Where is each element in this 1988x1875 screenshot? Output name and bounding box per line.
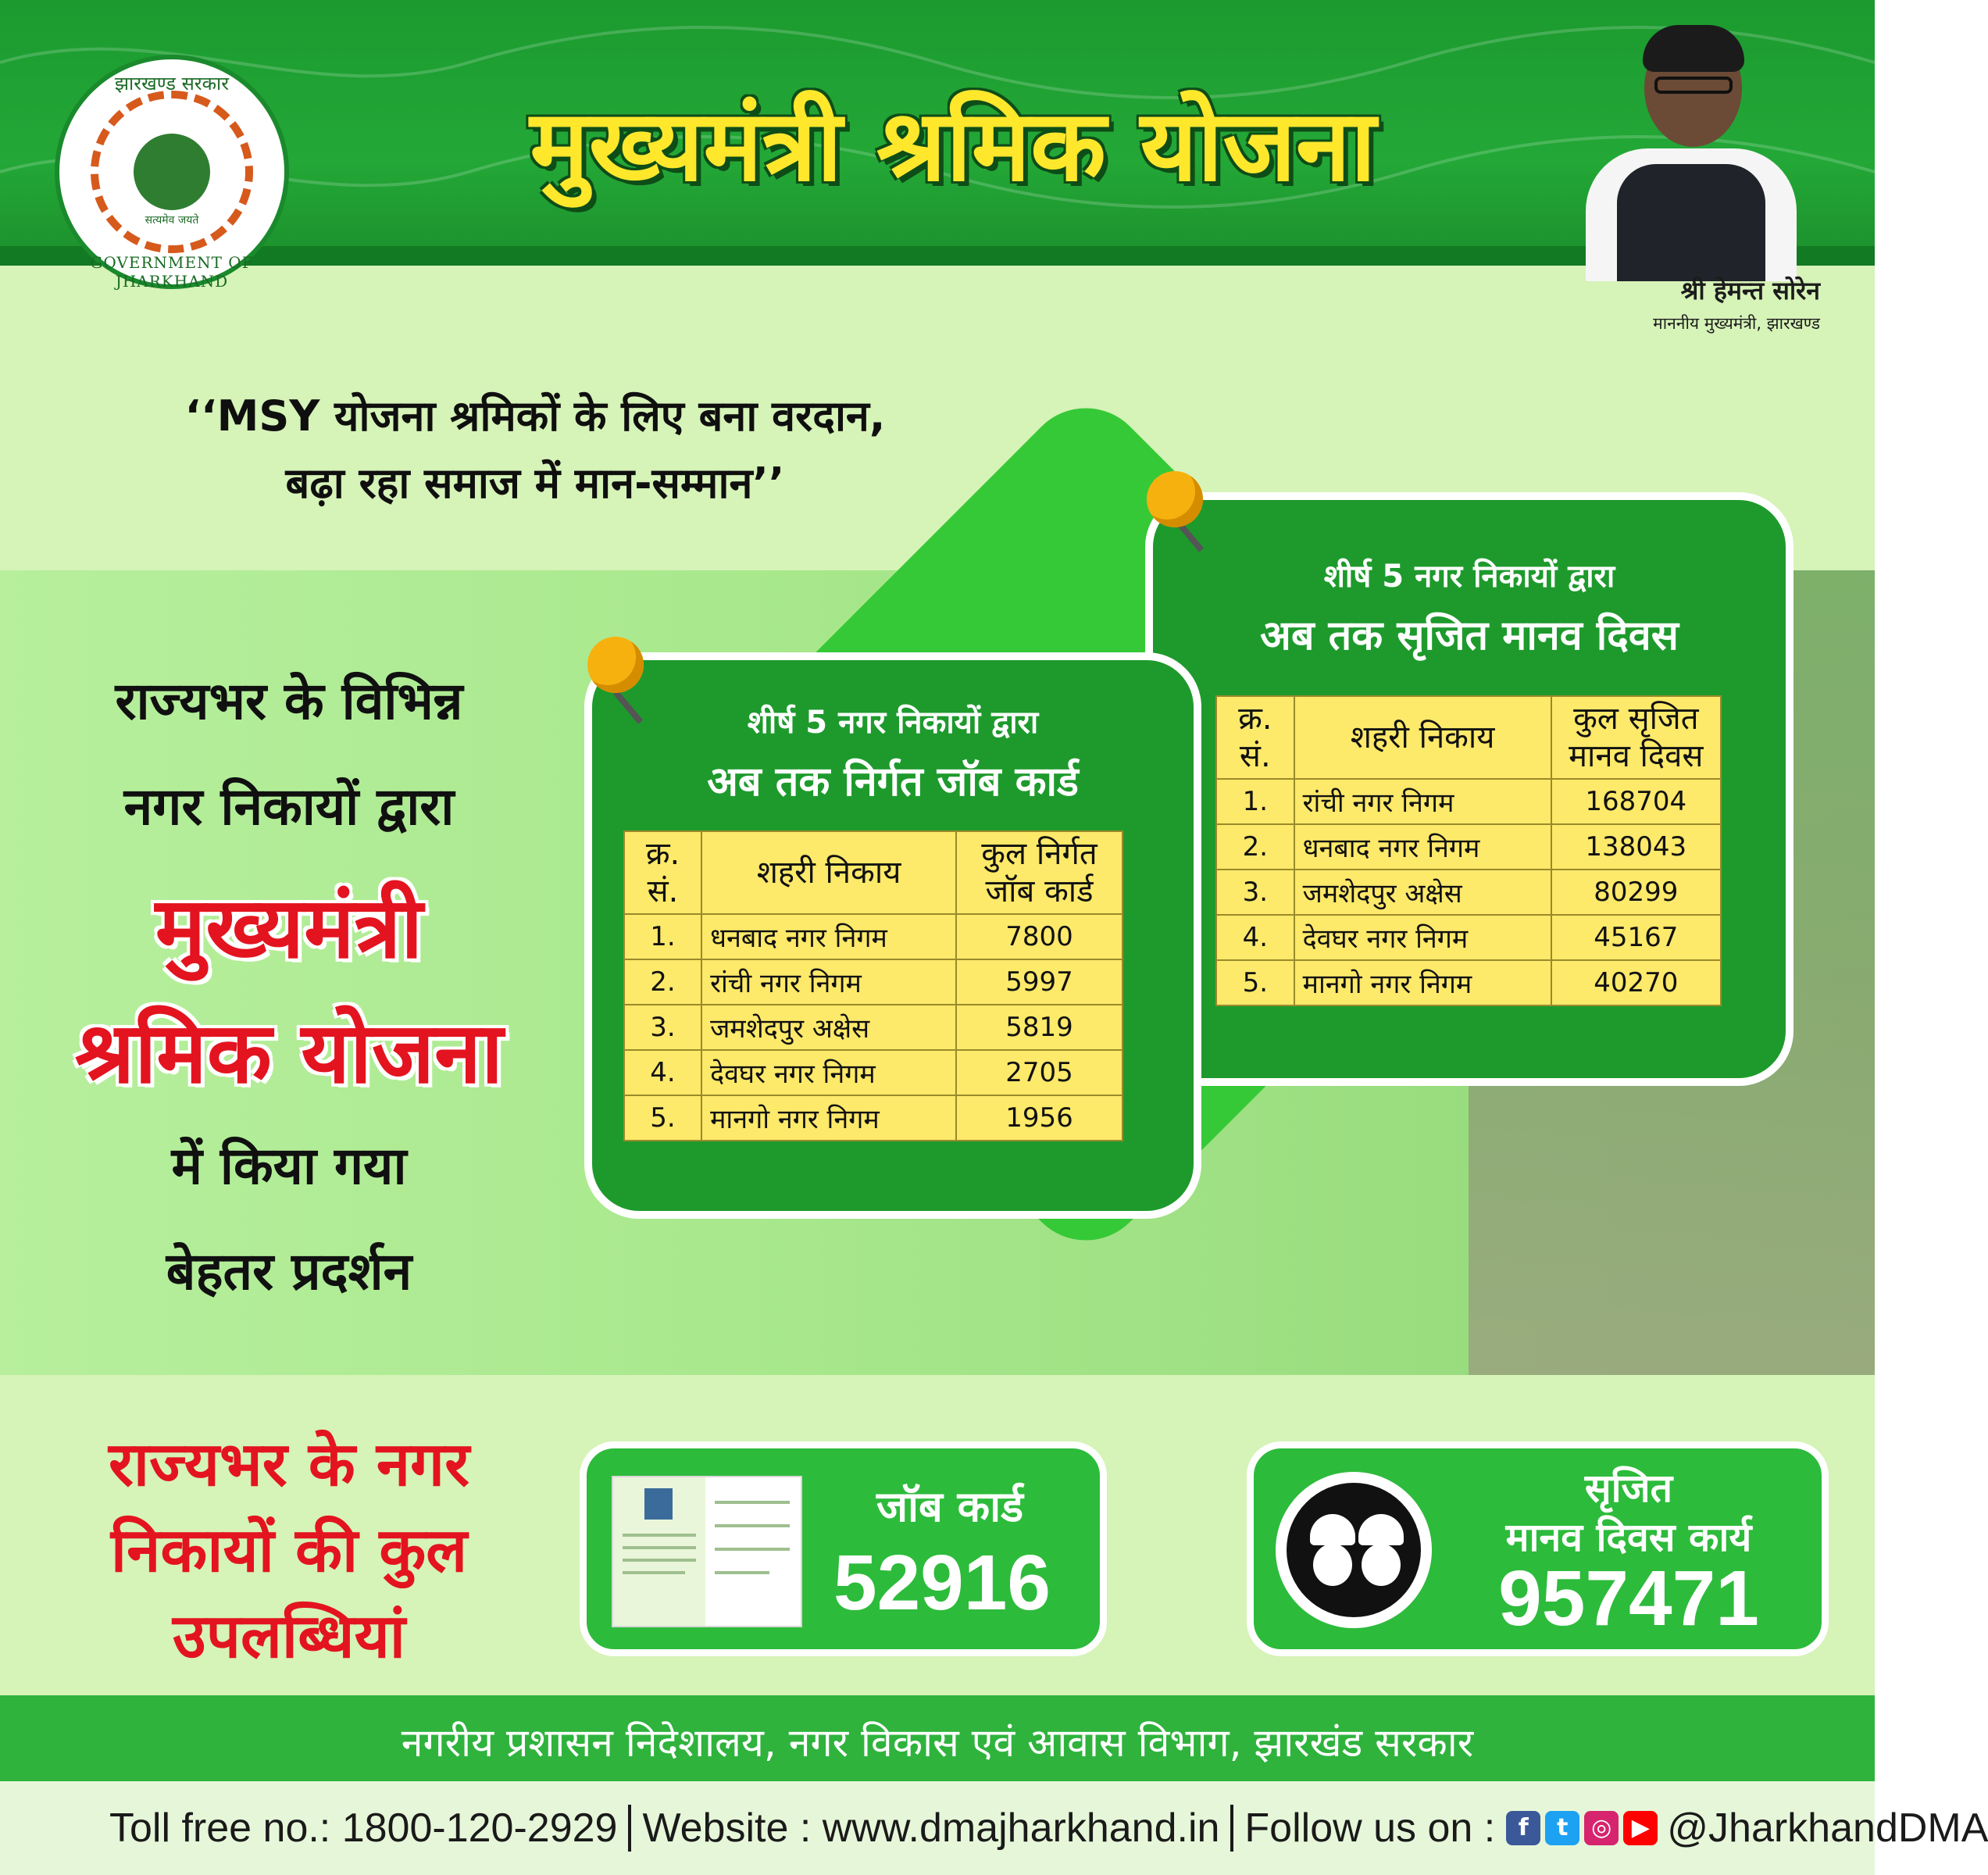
table-cell-sno: 2.	[624, 959, 701, 1005]
photo-hair	[1643, 25, 1744, 72]
table-cell-body: जमशेदपुर अक्षेस	[1294, 870, 1551, 915]
table-cell-value: 40270	[1551, 960, 1721, 1005]
man-days-card-subtitle: शीर्ष 5 नगर निकायों द्वारा	[1323, 559, 1615, 595]
document-line	[715, 1548, 790, 1551]
slogan-quote	[20, 383, 1051, 517]
emblem-bottom-text: GOVERNMENT OF JHARKHAND	[90, 253, 254, 291]
document-line	[715, 1571, 769, 1574]
table-cell-body: धनबाद नगर निगम	[701, 914, 956, 959]
table-cell-value: 7800	[956, 914, 1122, 959]
twitter-icon[interactable]: t	[1545, 1811, 1579, 1845]
table-row	[1216, 779, 1721, 824]
jharkhand-emblem	[55, 55, 289, 289]
table-header-sno: क्र. सं.	[624, 831, 701, 914]
table-cell-value: 168704	[1551, 779, 1721, 824]
ashoka-lion-icon	[134, 134, 210, 210]
slogan-line-1: ‘‘MSY योजना श्रमिकों के लिए बना वरदान,	[184, 391, 886, 441]
left-text-line-6: बेहतर प्रदर्शन	[166, 1241, 412, 1302]
toll-free-number: Toll free no.: 1800-120-2929	[109, 1805, 618, 1851]
workers-helmet-icon	[1276, 1472, 1432, 1628]
youtube-icon[interactable]: ▶	[1623, 1811, 1658, 1845]
push-pin-icon	[1147, 471, 1203, 527]
slogan-line-2: बढ़ा रहा समाज में मान-सम्मान’’	[285, 459, 785, 508]
table-row	[624, 914, 1122, 959]
table-row	[1216, 915, 1721, 960]
table-cell-value: 2705	[956, 1050, 1122, 1095]
website-link[interactable]: Website : www.dmajharkhand.in	[642, 1805, 1220, 1851]
helmet-shape	[1358, 1514, 1404, 1545]
job-card-card-subtitle: शीर्ष 5 नगर निकायों द्वारा	[747, 705, 1039, 741]
table-cell-body: धनबाद नगर निगम	[1294, 824, 1551, 870]
job-card-card-title: अब तक निर्गत जॉब कार्ड	[707, 759, 1079, 805]
footer-department-text: नगरीय प्रशासन निदेशालय, नगर विकास एवं आवास विभाग, झारखंड सरकार	[401, 1720, 1474, 1766]
table-row	[624, 959, 1122, 1005]
job-card-total-label: जॉब कार्ड	[876, 1482, 1024, 1531]
document-line	[623, 1546, 696, 1549]
table-cell-body: देवघर नगर निगम	[1294, 915, 1551, 960]
document-line	[715, 1501, 790, 1504]
document-line	[623, 1559, 696, 1562]
table-cell-value: 5819	[956, 1005, 1122, 1050]
table-cell-body: रांची नगर निगम	[701, 959, 956, 1005]
man-days-total-label-2: मानव दिवस कार्य	[1505, 1515, 1752, 1560]
job-card-table	[623, 830, 1123, 1141]
man-days-card	[1145, 492, 1793, 1086]
table-cell-value: 80299	[1551, 870, 1721, 915]
table-cell-sno: 3.	[624, 1005, 701, 1050]
worker-head-shape	[1313, 1544, 1352, 1586]
table-header-body: शहरी निकाय	[701, 831, 956, 914]
table-cell-sno: 4.	[1216, 915, 1294, 960]
photo-jacket	[1617, 164, 1765, 281]
table-row	[624, 1005, 1122, 1050]
table-header-sno: क्र. सं.	[1216, 696, 1294, 779]
man-days-table	[1215, 695, 1722, 1006]
table-cell-value: 5997	[956, 959, 1122, 1005]
job-card-total-card	[580, 1441, 1107, 1656]
table-cell-value: 45167	[1551, 915, 1721, 960]
man-days-total-card	[1247, 1441, 1829, 1656]
leader-photo	[1562, 16, 1820, 266]
table-row	[624, 1050, 1122, 1095]
instagram-icon[interactable]: ◎	[1584, 1811, 1619, 1845]
table-cell-body: रांची नगर निगम	[1294, 779, 1551, 824]
table-header-value: कुल निर्गत जॉब कार्ड	[956, 831, 1122, 914]
workers-icon-bg	[1287, 1483, 1421, 1617]
table-row	[1216, 824, 1721, 870]
left-text-highlight-1: मुख्यमंत्री	[155, 880, 423, 977]
left-text-highlight-2: श्रमिक योजना	[74, 1005, 504, 1102]
achievements-title: राज्यभर के नगर निकायों की कुल उपलब्धियां	[108, 1430, 470, 1672]
divider	[1230, 1805, 1233, 1852]
table-header-row	[1216, 696, 1721, 779]
table-header-body: शहरी निकाय	[1294, 696, 1551, 779]
table-cell-body: मानगो नगर निगम	[701, 1095, 956, 1141]
table-row	[1216, 960, 1721, 1005]
document-line	[623, 1571, 685, 1574]
worker-head-shape	[1362, 1544, 1401, 1586]
table-cell-body: जमशेदपुर अक्षेस	[701, 1005, 956, 1050]
left-text-line-1: राज्यभर के विभिन्न	[115, 671, 463, 731]
table-row	[624, 1095, 1122, 1141]
table-cell-body: देवघर नगर निगम	[701, 1050, 956, 1095]
table-cell-value: 1956	[956, 1095, 1122, 1141]
left-text-line-5: में किया गया	[171, 1136, 407, 1196]
push-pin-icon	[587, 637, 644, 693]
table-row	[1216, 870, 1721, 915]
table-header-row	[624, 831, 1122, 914]
emblem-top-text: झारखण्ड सरकार	[114, 73, 230, 95]
helmet-shape	[1310, 1514, 1355, 1545]
man-days-total-value: 957471	[1498, 1555, 1759, 1642]
table-cell-sno: 2.	[1216, 824, 1294, 870]
document-line	[715, 1524, 790, 1527]
follow-label: Follow us on :	[1244, 1805, 1496, 1851]
table-cell-sno: 5.	[624, 1095, 701, 1141]
man-days-total-label-1: सृजित	[1584, 1466, 1673, 1511]
document-photo	[644, 1488, 673, 1520]
leader-name: श्री हेमन्त सोरेन	[1680, 276, 1820, 305]
divider	[628, 1805, 631, 1852]
job-card-document-icon	[612, 1476, 802, 1627]
photo-glasses	[1654, 77, 1733, 94]
left-text-line-2: नगर निकायों द्वारा	[123, 777, 455, 837]
page-title: मुख्यमंत्री श्रमिक योजना	[530, 88, 1376, 203]
table-cell-sno: 3.	[1216, 870, 1294, 915]
table-cell-sno: 1.	[1216, 779, 1294, 824]
job-card-card	[584, 652, 1201, 1219]
table-cell-sno: 4.	[624, 1050, 701, 1095]
table-cell-sno: 1.	[624, 914, 701, 959]
table-cell-body: मानगो नगर निगम	[1294, 960, 1551, 1005]
emblem-motto: सत्यमेव जयते	[145, 214, 199, 227]
footer-contact-row	[109, 1801, 1988, 1855]
table-header-value: कुल सृजित मानव दिवस	[1551, 696, 1721, 779]
leader-designation: माननीय मुख्यमंत्री, झारखण्ड	[1653, 314, 1820, 333]
table-cell-sno: 5.	[1216, 960, 1294, 1005]
job-card-total-value: 52916	[833, 1539, 1051, 1627]
social-handle[interactable]: @JharkhandDMA	[1667, 1805, 1988, 1851]
facebook-icon[interactable]: f	[1506, 1811, 1540, 1845]
table-cell-value: 138043	[1551, 824, 1721, 870]
man-days-card-title: अब तक सृजित मानव दिवस	[1260, 612, 1679, 659]
document-line	[623, 1534, 696, 1537]
